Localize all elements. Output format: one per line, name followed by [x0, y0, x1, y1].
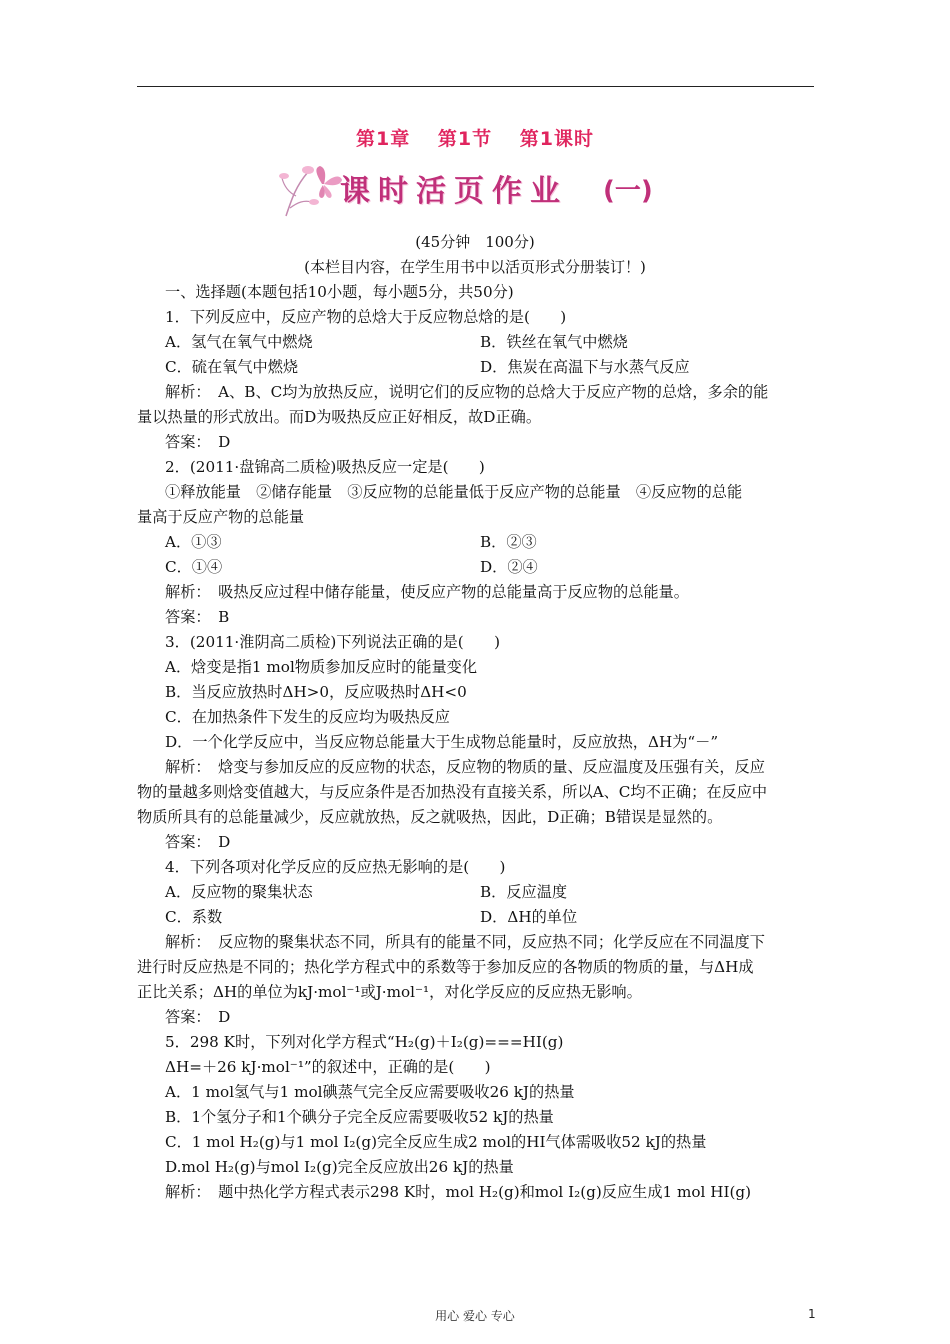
q5-option-c: C．1 mol H₂(g)与1 mol I₂(g)完全反应生成2 mol的HI气体需吸收52 kJ的热量	[165, 1133, 707, 1151]
q3-option-a: A．焓变是指1 mol物质参加反应时的能量变化	[165, 658, 478, 676]
question-3: 3．(2011·淮阴高二质检)下列说法正确的是( )	[165, 633, 501, 651]
q2-statements: ①释放能量 ②储存能量 ③反应物的总能量低于反应产物的总能量 ④反应物的总能	[165, 483, 743, 501]
q4-option-a: A．反应物的聚集状态	[165, 883, 313, 901]
q2-option-b: B．②③	[480, 533, 537, 551]
q1-option-c: C．硫在氧气中燃烧	[165, 358, 299, 376]
question-1: 1．下列反应中，反应产物的总焓大于反应物总焓的是( )	[165, 308, 567, 326]
q2-option-d: D．②④	[480, 558, 538, 576]
q1-answer: 答案： D	[165, 433, 231, 451]
q3-option-b: B．当反应放热时ΔH>0，反应吸热时ΔH<0	[165, 683, 467, 701]
question-2: 2．(2011·盘锦高二质检)吸热反应一定是( )	[165, 458, 485, 476]
q3-analysis-cont-2: 物质所具有的总能量减少，反应就放热，反之就吸热，因此，D正确；B错误是显然的。	[137, 808, 723, 826]
q5-option-d: D.mol H₂(g)与mol I₂(g)完全反应放出26 kJ的热量	[165, 1158, 514, 1176]
lesson-label: 第1课时	[519, 128, 594, 150]
question-5-cont: ΔH=＋26 kJ·mol⁻¹”的叙述中，正确的是( )	[165, 1058, 491, 1076]
q4-option-c: C．系数	[165, 908, 223, 926]
q1-option-b: B．铁丝在氧气中燃烧	[480, 333, 628, 351]
q2-answer: 答案： B	[165, 608, 230, 626]
orchid-butterfly-icon	[278, 158, 348, 220]
q5-option-a: A．1 mol氢气与1 mol碘蒸气完全反应需要吸收26 kJ的热量	[165, 1083, 575, 1101]
q1-analysis-cont: 量以热量的形式放出。而D为吸热反应正好相反，故D正确。	[137, 408, 542, 426]
q4-option-b: B．反应温度	[480, 883, 568, 901]
q3-option-d: D．一个化学反应中，当反应物总能量大于生成物总能量时，反应放热，ΔH为“－”	[165, 733, 719, 751]
chapter-label: 第1章	[356, 128, 411, 150]
q5-option-b: B．1个氢分子和1个碘分子完全反应需要吸收52 kJ的热量	[165, 1108, 554, 1126]
banner-number: (一)	[603, 176, 653, 206]
chapter-heading	[0, 124, 950, 151]
q2-analysis: 解析： 吸热反应过程中储存能量，使反应产物的总能量高于反应物的总能量。	[165, 583, 689, 601]
q1-option-a: A．氢气在氧气中燃烧	[165, 333, 313, 351]
section-title: 一、选择题(本题包括10小题，每小题5分，共50分)	[165, 283, 514, 301]
q1-analysis: 解析： A、B、C均为放热反应，说明它们的反应物的总焓大于反应产物的总焓，多余的能	[165, 383, 769, 401]
time-score: (45分钟 100分)	[415, 233, 535, 251]
section-label: 第1节	[437, 128, 493, 150]
q1-option-d: D．焦炭在高温下与水蒸气反应	[480, 358, 690, 376]
worksheet-banner	[278, 160, 698, 220]
q5-analysis: 解析： 题中热化学方程式表示298 K时，mol H₂(g)和mol I₂(g)反应生成1 mol HI(g)	[165, 1183, 752, 1201]
q4-analysis-cont-1: 进行时反应热是不同的；热化学方程式中的系数等于参加反应的各物质的物质的量，与ΔH成	[137, 958, 754, 976]
q4-option-d: D．ΔH的单位	[480, 908, 578, 926]
header-rule	[137, 86, 814, 87]
q3-answer: 答案： D	[165, 833, 231, 851]
q3-analysis: 解析： 焓变与参加反应的反应物的状态，反应物的物质的量、反应温度及压强有关，反应	[165, 758, 765, 776]
banner-title: 课时活页作业	[340, 174, 568, 209]
q2-option-a: A．①③	[165, 533, 222, 551]
binding-note: (本栏目内容，在学生用书中以活页形式分册装订！)	[304, 258, 646, 276]
q2-statements-cont: 量高于反应产物的总能量	[137, 508, 305, 526]
page-number: 1	[808, 1307, 816, 1321]
question-4: 4．下列各项对化学反应的反应热无影响的是( )	[165, 858, 506, 876]
q2-option-c: C．①④	[165, 558, 223, 576]
q3-analysis-cont-1: 物的量越多则焓变值越大，与反应条件是否加热没有直接关系，所以A、C均不正确；在反应中	[137, 783, 768, 801]
footer-slogan: 用心 爱心 专心	[435, 1309, 515, 1323]
question-5: 5．298 K时，下列对化学方程式“H₂(g)＋I₂(g)===HI(g)	[165, 1033, 564, 1051]
q4-analysis-cont-2: 正比关系；ΔH的单位为kJ·mol⁻¹或J·mol⁻¹，对化学反应的反应热无影响。	[137, 983, 642, 1001]
q4-answer: 答案： D	[165, 1008, 231, 1026]
q3-option-c: C．在加热条件下发生的反应均为吸热反应	[165, 708, 450, 726]
q4-analysis: 解析： 反应物的聚集状态不同，所具有的能量不同，反应热不同；化学反应在不同温度下	[165, 933, 765, 951]
